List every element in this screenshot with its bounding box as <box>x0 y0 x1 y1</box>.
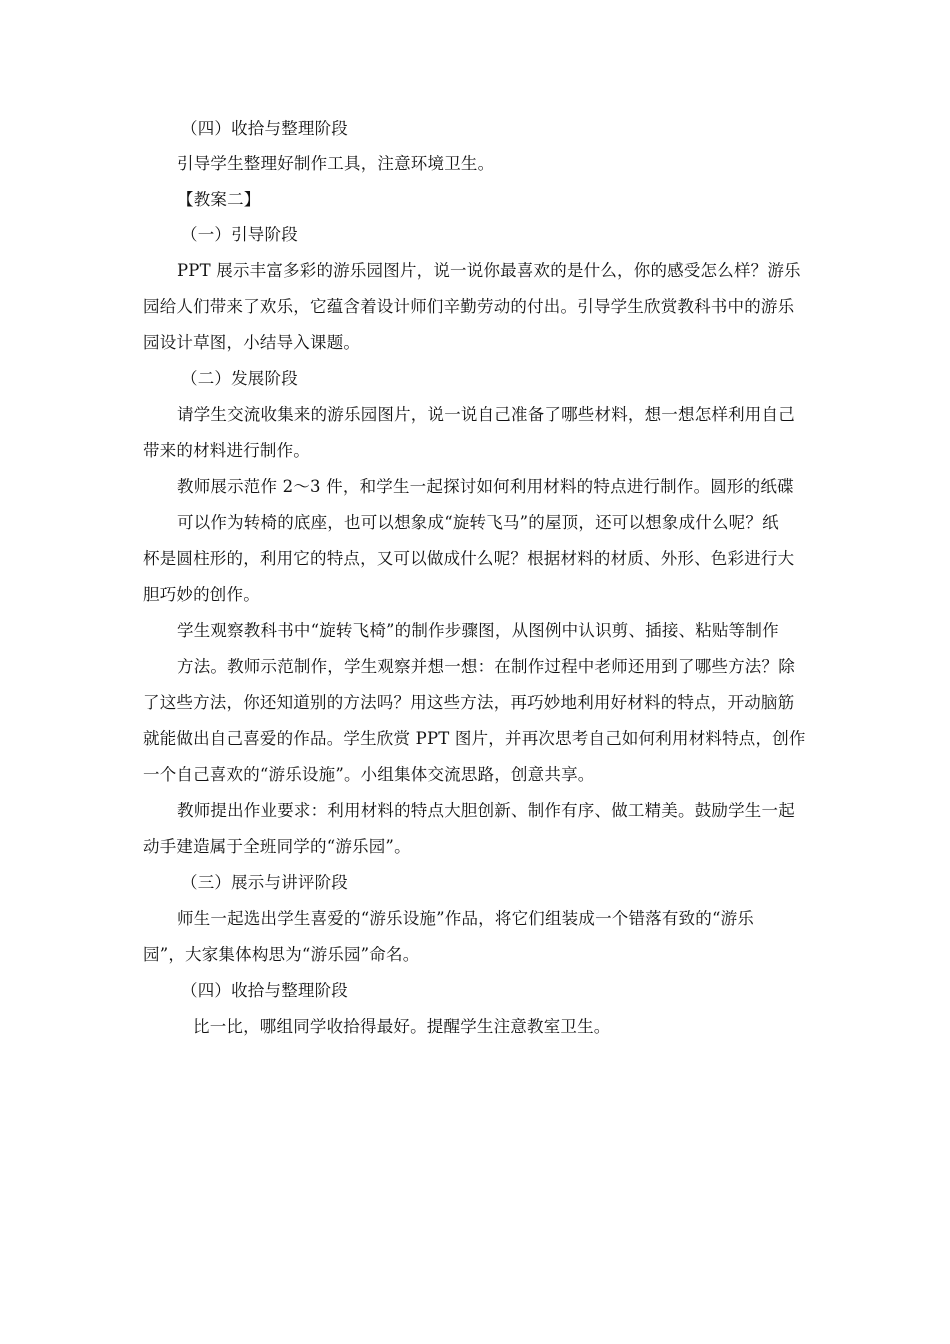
lesson-plan-title: 【教案二】 <box>177 190 261 209</box>
paragraph-line: 可以作为转椅的底座，也可以想象成“旋转飞马”的屋顶，还可以想象成什么呢？纸 <box>177 513 779 532</box>
section-heading: （二）发展阶段 <box>181 369 298 388</box>
paragraph-line: 就能做出自己喜爱的作品。学生欣赏 PPT 图片，并再次思考自己如何利用材料特点，创作 <box>143 729 806 748</box>
paragraph-line: 园设计草图，小结导入课题。 <box>143 333 361 352</box>
paragraph-line: 一个自己喜欢的“游乐设施”。小组集体交流思路，创意共享。 <box>143 765 595 784</box>
paragraph-line: 比一比，哪组同学收拾得最好。提醒学生注意教室卫生。 <box>193 1017 611 1036</box>
paragraph-line: 园”，大家集体构思为“游乐园”命名。 <box>143 945 420 964</box>
paragraph-line: 了这些方法，你还知道别的方法吗？用这些方法，再巧妙地利用好材料的特点，开动脑筋 <box>143 693 795 712</box>
section-heading: （四）收拾与整理阶段 <box>181 119 348 138</box>
section-heading: （一）引导阶段 <box>181 225 298 244</box>
paragraph-line: 带来的材料进行制作。 <box>143 441 310 460</box>
paragraph-line: 方法。教师示范制作，学生观察并想一想：在制作过程中老师还用到了哪些方法？除 <box>177 657 795 676</box>
paragraph-line: 教师展示范作 2～3 件，和学生一起探讨如何利用材料的特点进行制作。圆形的纸碟 <box>177 477 794 496</box>
paragraph-line: 学生观察教科书中“旋转飞椅”的制作步骤图，从图例中认识剪、插接、粘贴等制作 <box>177 621 779 640</box>
paragraph-line: 胆巧妙的创作。 <box>143 585 260 604</box>
paragraph-line: 师生一起选出学生喜爱的“游乐设施”作品，将它们组装成一个错落有致的“游乐 <box>177 909 755 928</box>
paragraph-line: 请学生交流收集来的游乐园图片，说一说自己准备了哪些材料，想一想怎样利用自己 <box>177 405 795 424</box>
paragraph-line: 杯是圆柱形的，利用它的特点，又可以做成什么呢？根据材料的材质、外形、色彩进行大 <box>143 549 795 568</box>
paragraph-line: PPT 展示丰富多彩的游乐园图片，说一说你最喜欢的是什么，你的感受怎么样？游乐 <box>177 261 801 280</box>
section-heading: （四）收拾与整理阶段 <box>181 981 348 1000</box>
section-heading: （三）展示与讲评阶段 <box>181 873 348 892</box>
paragraph-line: 动手建造属于全班同学的“游乐园”。 <box>143 837 411 856</box>
paragraph-line: 教师提出作业要求：利用材料的特点大胆创新、制作有序、做工精美。鼓励学生一起 <box>177 801 795 820</box>
paragraph-line: 园给人们带来了欢乐，它蕴含着设计师们辛勤劳动的付出。引导学生欣赏教科书中的游乐 <box>143 297 795 316</box>
paragraph-line: 引导学生整理好制作工具，注意环境卫生。 <box>177 154 495 173</box>
